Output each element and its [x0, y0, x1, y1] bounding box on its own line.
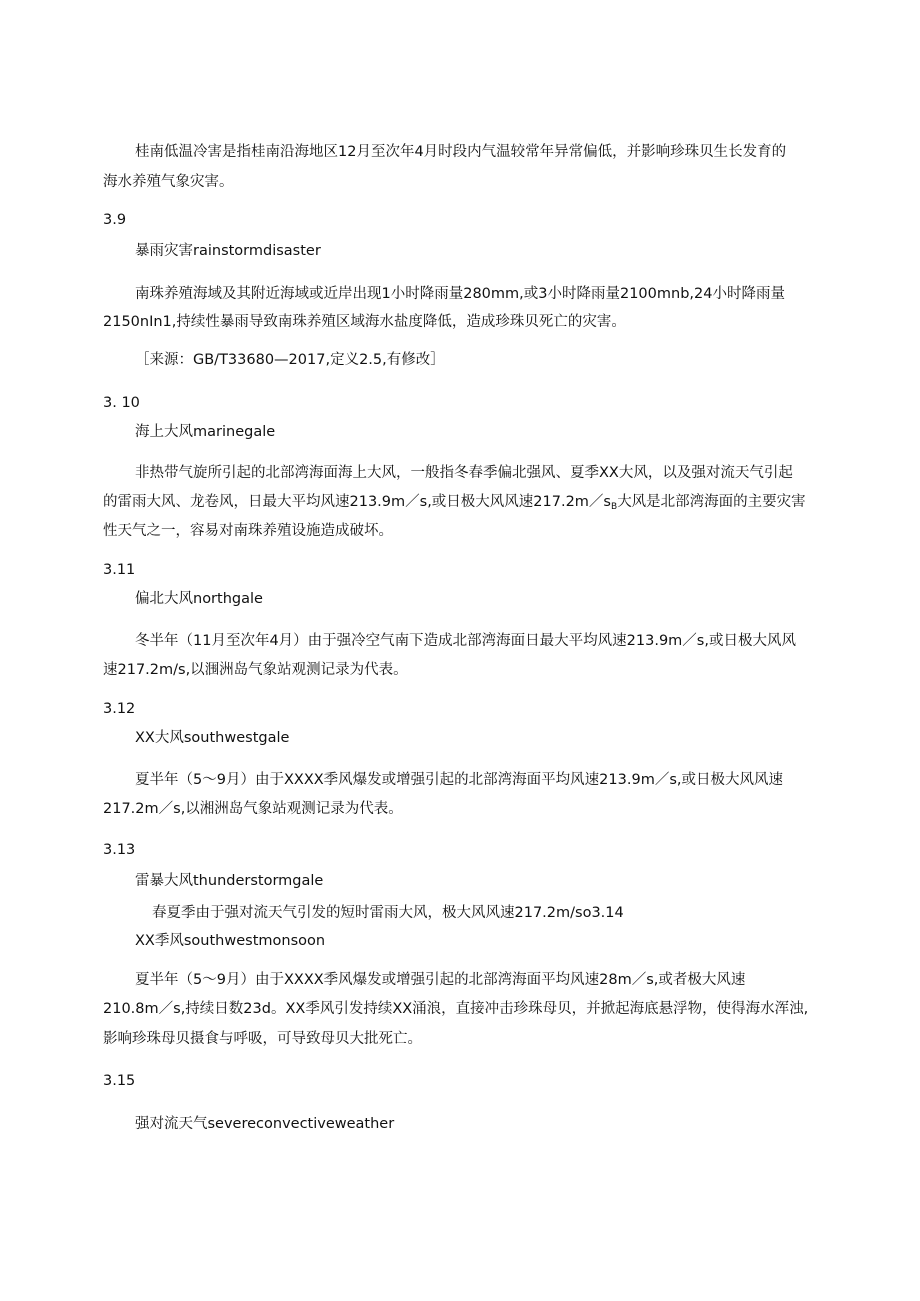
definition-text: 210.8m／s,持续日数23d。XX季风引发持续XX涌浪，直接冲击珍珠母贝，并掀起海底悬浮物，使得海水浑浊, [103, 1001, 809, 1017]
definition-text: 南珠养殖海域及其附近海域或近岸出现1小时降雨量280mm,或3小时降雨量2100mnb,24小时降雨量 [135, 286, 785, 302]
subscript-mark: B [611, 502, 618, 512]
definition-text: 春夏季由于强对流天气引发的短时雷雨大风，极大风风速217.2m/so3.14 [152, 905, 624, 921]
definition-text: 影响珍珠母贝摄食与呼吸，可导致母贝大批死亡。 [103, 1031, 422, 1047]
term-title: 海上大风marinegale [135, 424, 276, 440]
definition-text: 速217.2m/s,以涠洲岛气象站观测记录为代表。 [103, 662, 408, 678]
term-title: 强对流天气severeconvectiveweather [135, 1116, 395, 1132]
clause-number: 3.13 [103, 842, 136, 858]
source-note: ［来源：GB/T33680—2017,定义2.5,有修改］ [135, 352, 445, 368]
definition-text: 海水养殖气象灾害。 [103, 174, 234, 190]
definition-text: 夏半年（5～9月）由于XXXX季风爆发或增强引起的北部湾海面平均风速28m／s,或者极大风速 [135, 972, 746, 988]
definition-text [103, 495, 806, 512]
definition-text: 性天气之一，容易对南珠养殖设施造成破坏。 [103, 523, 393, 539]
clause-number: 3. 10 [103, 395, 140, 411]
definition-text: 2150nIn1,持续性暴雨导致南珠养殖区域海水盐度降低，造成珍珠贝死亡的灾害。 [103, 314, 626, 330]
definition-text: 桂南低温冷害是指桂南沿海地区12月至次年4月时段内气温较常年异常偏低，并影响珍珠贝生长发育的 [135, 144, 787, 160]
term-title: 雷暴大风thunderstormgale [135, 873, 324, 889]
definition-text: 冬半年（11月至次年4月）由于强冷空气南下造成北部湾海面日最大平均风速213.9m／s,或日极大风风 [135, 633, 796, 649]
definition-text-part: 的雷雨大风、龙卷风，日最大平均风速213.9m／s,或日极大风风速217.2m／s [103, 494, 611, 510]
clause-number: 3.12 [103, 701, 136, 717]
term-title: 偏北大风northgale [135, 591, 263, 607]
definition-text: 夏半年（5～9月）由于XXXX季风爆发或增强引起的北部湾海面平均风速213.9m／s,或日极大风风速 [135, 772, 783, 788]
clause-number: 3.9 [103, 212, 127, 228]
clause-number: 3.11 [103, 562, 136, 578]
term-title: 暴雨灾害rainstormdisaster [135, 243, 321, 259]
clause-number: 3.15 [103, 1073, 136, 1089]
definition-text-part: 大风是北部湾海面的主要灾害 [617, 494, 806, 510]
definition-text: 非热带气旋所引起的北部湾海面海上大风，一般指冬春季偏北强风、夏季XX大风，以及强对流天气引起 [135, 465, 793, 481]
term-title: XX季风southwestmonsoon [135, 933, 326, 949]
term-title: XX大风southwestgale [135, 730, 290, 746]
definition-text: 217.2m／s,以湘洲岛气象站观测记录为代表。 [103, 801, 403, 817]
